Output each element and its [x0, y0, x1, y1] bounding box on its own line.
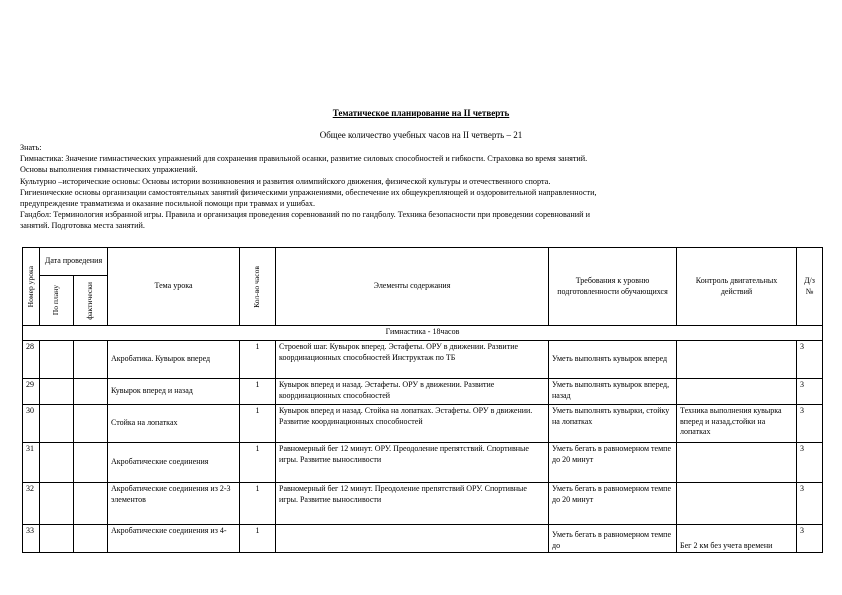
- intro-line: Гимнастика: Значение гимнастических упражнений для сохранения правильной осанки, развитие силовых способностей и гибкости. Страховка во время занятий.: [20, 154, 588, 164]
- cell-control: Бег 2 км без учета времени: [677, 525, 797, 553]
- cell-topic: Акробатические соединения: [108, 443, 240, 483]
- table-row: [23, 443, 823, 483]
- document-subtitle: Общее количество учебных часов на II четверть – 21: [319, 130, 523, 140]
- cell-control: [677, 443, 797, 483]
- cell-elements: Строевой шаг. Кувырок вперед. Эстафеты. ОРУ в движении. Развитие координационных способностей Инструктаж по ТБ: [276, 341, 549, 379]
- cell-homework: 3: [797, 379, 823, 405]
- cell-num: 28: [23, 341, 40, 379]
- cell-requirements: Уметь выполнять кувырок вперед: [549, 341, 677, 379]
- cell-plan: [40, 341, 74, 379]
- cell-requirements: Уметь выполнять кувырки, стойку на лопатках: [549, 405, 677, 443]
- cell-homework: 3: [797, 341, 823, 379]
- cell-requirements: Уметь бегать в равномерном темпе до: [549, 525, 677, 553]
- cell-requirements: Уметь бегать в равномерном темпе до 20 минут: [549, 483, 677, 525]
- cell-requirements: Уметь выполнять кувырок вперед, назад: [549, 379, 677, 405]
- cell-elements: Равномерный бег 12 минут. Преодоление препятствий ОРУ. Спортивные игры. Развитие выносливости: [276, 483, 549, 525]
- cell-fact: [74, 483, 108, 525]
- header-requirements: Требования к уровню подготовленности обучающихся: [549, 248, 677, 326]
- cell-hours: 1: [240, 525, 276, 553]
- intro-line: предупреждение травматизма и оказание посильной помощи при травмах и ушибах.: [20, 199, 315, 209]
- section-title: Гимнастика - 18часов: [23, 326, 823, 341]
- cell-control: [677, 483, 797, 525]
- section-row: [23, 326, 823, 341]
- cell-num: 31: [23, 443, 40, 483]
- cell-homework: 3: [797, 525, 823, 553]
- cell-topic: Акробатические соединения из 2-3 элементов: [108, 483, 240, 525]
- cell-fact: [74, 405, 108, 443]
- header-date-fact: фактически: [74, 276, 108, 326]
- intro-line: Культурно –исторические основы: Основы истории возникновения и развития олимпийского движения, физической культуры и отечественного спорта.: [20, 176, 551, 186]
- cell-fact: [74, 443, 108, 483]
- cell-elements: Кувырок вперед и назад. Стойка на лопатках. Эстафеты. ОРУ в движении. Развитие координационных способностей: [276, 405, 549, 443]
- header-date-plan: По плану: [40, 276, 74, 326]
- cell-homework: 3: [797, 405, 823, 443]
- cell-control: [677, 341, 797, 379]
- cell-fact: [74, 379, 108, 405]
- cell-num: 32: [23, 483, 40, 525]
- table-row: [23, 483, 823, 525]
- intro-line: занятий. Подготовка места занятий.: [20, 221, 145, 231]
- cell-hours: 1: [240, 341, 276, 379]
- header-hours: Кол-во часов: [240, 248, 276, 326]
- table-row: [23, 405, 823, 443]
- header-homework: Д/з №: [797, 248, 823, 326]
- cell-requirements: Уметь бегать в равномерном темпе до 20 минут: [549, 443, 677, 483]
- header-date: Дата проведения: [40, 248, 108, 276]
- header-elements: Элементы содержания: [276, 248, 549, 326]
- cell-num: 30: [23, 405, 40, 443]
- cell-elements: Кувырок вперед и назад. Эстафеты. ОРУ в движении. Развитие координационных способностей: [276, 379, 549, 405]
- cell-num: 33: [23, 525, 40, 553]
- document-title: Тематическое планирование на II четверть: [332, 108, 510, 118]
- cell-homework: 3: [797, 443, 823, 483]
- cell-plan: [40, 525, 74, 553]
- cell-control: Техника выполнения кувырка вперед и назад,стойки на лопатках: [677, 405, 797, 443]
- cell-hours: 1: [240, 405, 276, 443]
- cell-plan: [40, 379, 74, 405]
- cell-plan: [40, 405, 74, 443]
- cell-hours: 1: [240, 443, 276, 483]
- header-lesson-number: Номер урока: [23, 248, 40, 326]
- intro-line: Гигиенические основы организации самостоятельных занятий физическими упражнениями, обеспечение их общеукрепляющей и оздоровительной направленности,: [20, 187, 597, 197]
- intro-text: [20, 142, 800, 232]
- cell-hours: 1: [240, 379, 276, 405]
- cell-plan: [40, 443, 74, 483]
- cell-topic: Акробатические соединения из 4-: [108, 525, 240, 553]
- intro-line: Основы выполнения гимнастических упражнений.: [20, 165, 198, 175]
- header-topic: Тема урока: [108, 248, 240, 326]
- header-control: Контроль двигательных действий: [677, 248, 797, 326]
- cell-control: [677, 379, 797, 405]
- table-row: [23, 341, 823, 379]
- cell-fact: [74, 525, 108, 553]
- cell-homework: 3: [797, 483, 823, 525]
- cell-topic: Акробатика. Кувырок вперед: [108, 341, 240, 379]
- intro-line: Гандбол: Терминология избранной игры. Правила и организация проведения соревнований по по гандболу. Техника безопасности при проведении соревнований и: [20, 210, 590, 220]
- table-row: [23, 379, 823, 405]
- cell-topic: Кувырок вперед и назад: [108, 379, 240, 405]
- cell-elements: [276, 525, 549, 553]
- cell-fact: [74, 341, 108, 379]
- cell-topic: Стойка на лопатках: [108, 405, 240, 443]
- planning-table: [22, 247, 823, 553]
- cell-plan: [40, 483, 74, 525]
- cell-elements: Равномерный бег 12 минут. ОРУ. Преодоление препятствий. Спортивные игры. Развитие выносливости: [276, 443, 549, 483]
- cell-num: 29: [23, 379, 40, 405]
- cell-hours: 1: [240, 483, 276, 525]
- table-row: [23, 525, 823, 553]
- intro-line: Знать:: [20, 143, 42, 152]
